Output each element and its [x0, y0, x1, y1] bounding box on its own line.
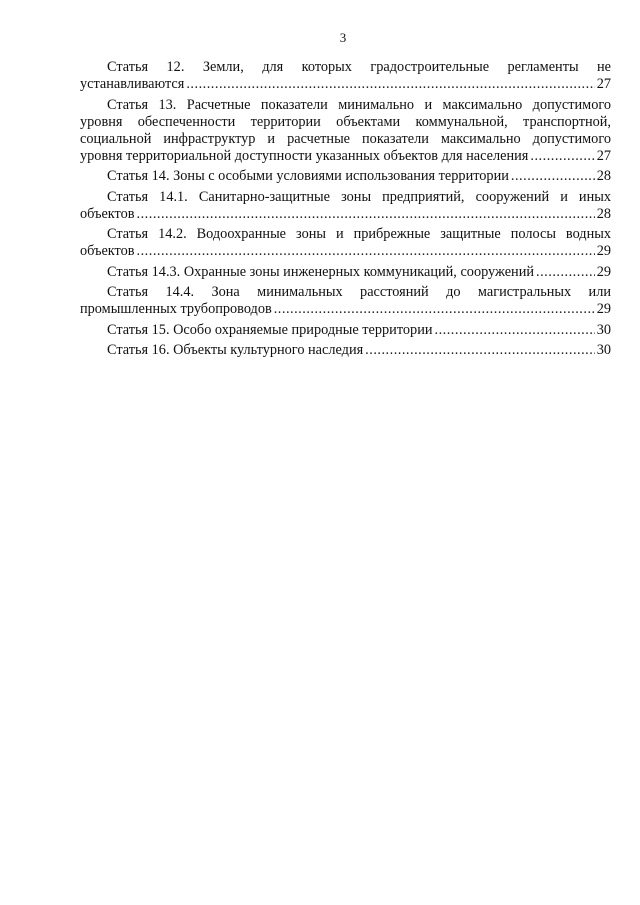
toc-entry-title-line: Статья 15. Особо охраняемые природные территории — [107, 321, 433, 338]
toc-page-number: 30 — [596, 321, 611, 338]
dot-leader — [365, 342, 595, 359]
toc-entry[interactable] — [80, 168, 611, 185]
dot-leader — [536, 264, 595, 281]
toc-page-number: 28 — [596, 168, 611, 184]
dot-leader — [511, 168, 595, 185]
toc-entry[interactable] — [80, 226, 611, 260]
toc-entry[interactable] — [80, 284, 611, 318]
toc-entry-title-line: объектов — [80, 205, 135, 222]
toc-entry[interactable] — [80, 97, 611, 165]
toc-entry-title-line: промышленных трубопроводов — [80, 301, 272, 317]
toc-entry-title-line: Статья 13. Расчетные показатели минимально и максимально допустимого — [107, 96, 611, 113]
toc-entry-title-line: Статья 14.2. Водоохранные зоны и прибрежные защитные полосы водных — [107, 226, 611, 242]
page-number: 3 — [339, 30, 347, 45]
toc-page-number: 30 — [596, 342, 611, 358]
toc-page-number: 28 — [596, 205, 611, 222]
toc-entry-title-line: уровня обеспеченности территории объектами коммунальной, транспортной, — [80, 113, 611, 130]
toc-entry[interactable] — [80, 264, 611, 281]
toc-entry-title-line: Статья 14.3. Охранные зоны инженерных коммуникаций, сооружений — [107, 263, 535, 280]
toc-page-number: 29 — [596, 263, 611, 280]
toc-entry-title-line: объектов — [80, 243, 135, 259]
toc-entry[interactable] — [80, 59, 611, 93]
dot-leader — [274, 301, 595, 318]
toc-entry[interactable] — [80, 342, 611, 359]
dot-leader — [435, 322, 595, 339]
toc-entry-title-line: устанавливаются — [80, 76, 185, 92]
toc-page-number: 29 — [596, 243, 611, 259]
toc-page-number: 27 — [596, 147, 611, 164]
toc-entry-title-line: Статья 16. Объекты культурного наследия — [107, 342, 364, 358]
toc-entry-title-line: Статья 12. Земли, для которых градостроительные регламенты не — [107, 59, 611, 75]
toc-page-number: 29 — [596, 301, 611, 317]
toc-entry-title-line: Статья 14.4. Зона минимальных расстояний до магистральных или — [107, 284, 611, 300]
toc-entry-title-line: Статья 14.1. Санитарно-защитные зоны предприятий, сооружений и иных — [107, 188, 611, 205]
toc-entry-title-line: социальной инфраструктур и расчетные показатели максимально допустимого — [80, 130, 611, 147]
dot-leader — [137, 243, 595, 260]
toc-page-number: 27 — [596, 76, 611, 92]
dot-leader — [186, 76, 594, 93]
toc-entry-title-line: уровня территориальной доступности указанных объектов для населения — [80, 147, 529, 164]
table-of-contents — [80, 59, 611, 363]
dot-leader — [530, 148, 594, 165]
toc-entry-title-line: Статья 14. Зоны с особыми условиями использования территории — [107, 168, 509, 184]
toc-entry[interactable] — [80, 322, 611, 339]
dot-leader — [137, 206, 595, 223]
toc-entry[interactable] — [80, 189, 611, 223]
